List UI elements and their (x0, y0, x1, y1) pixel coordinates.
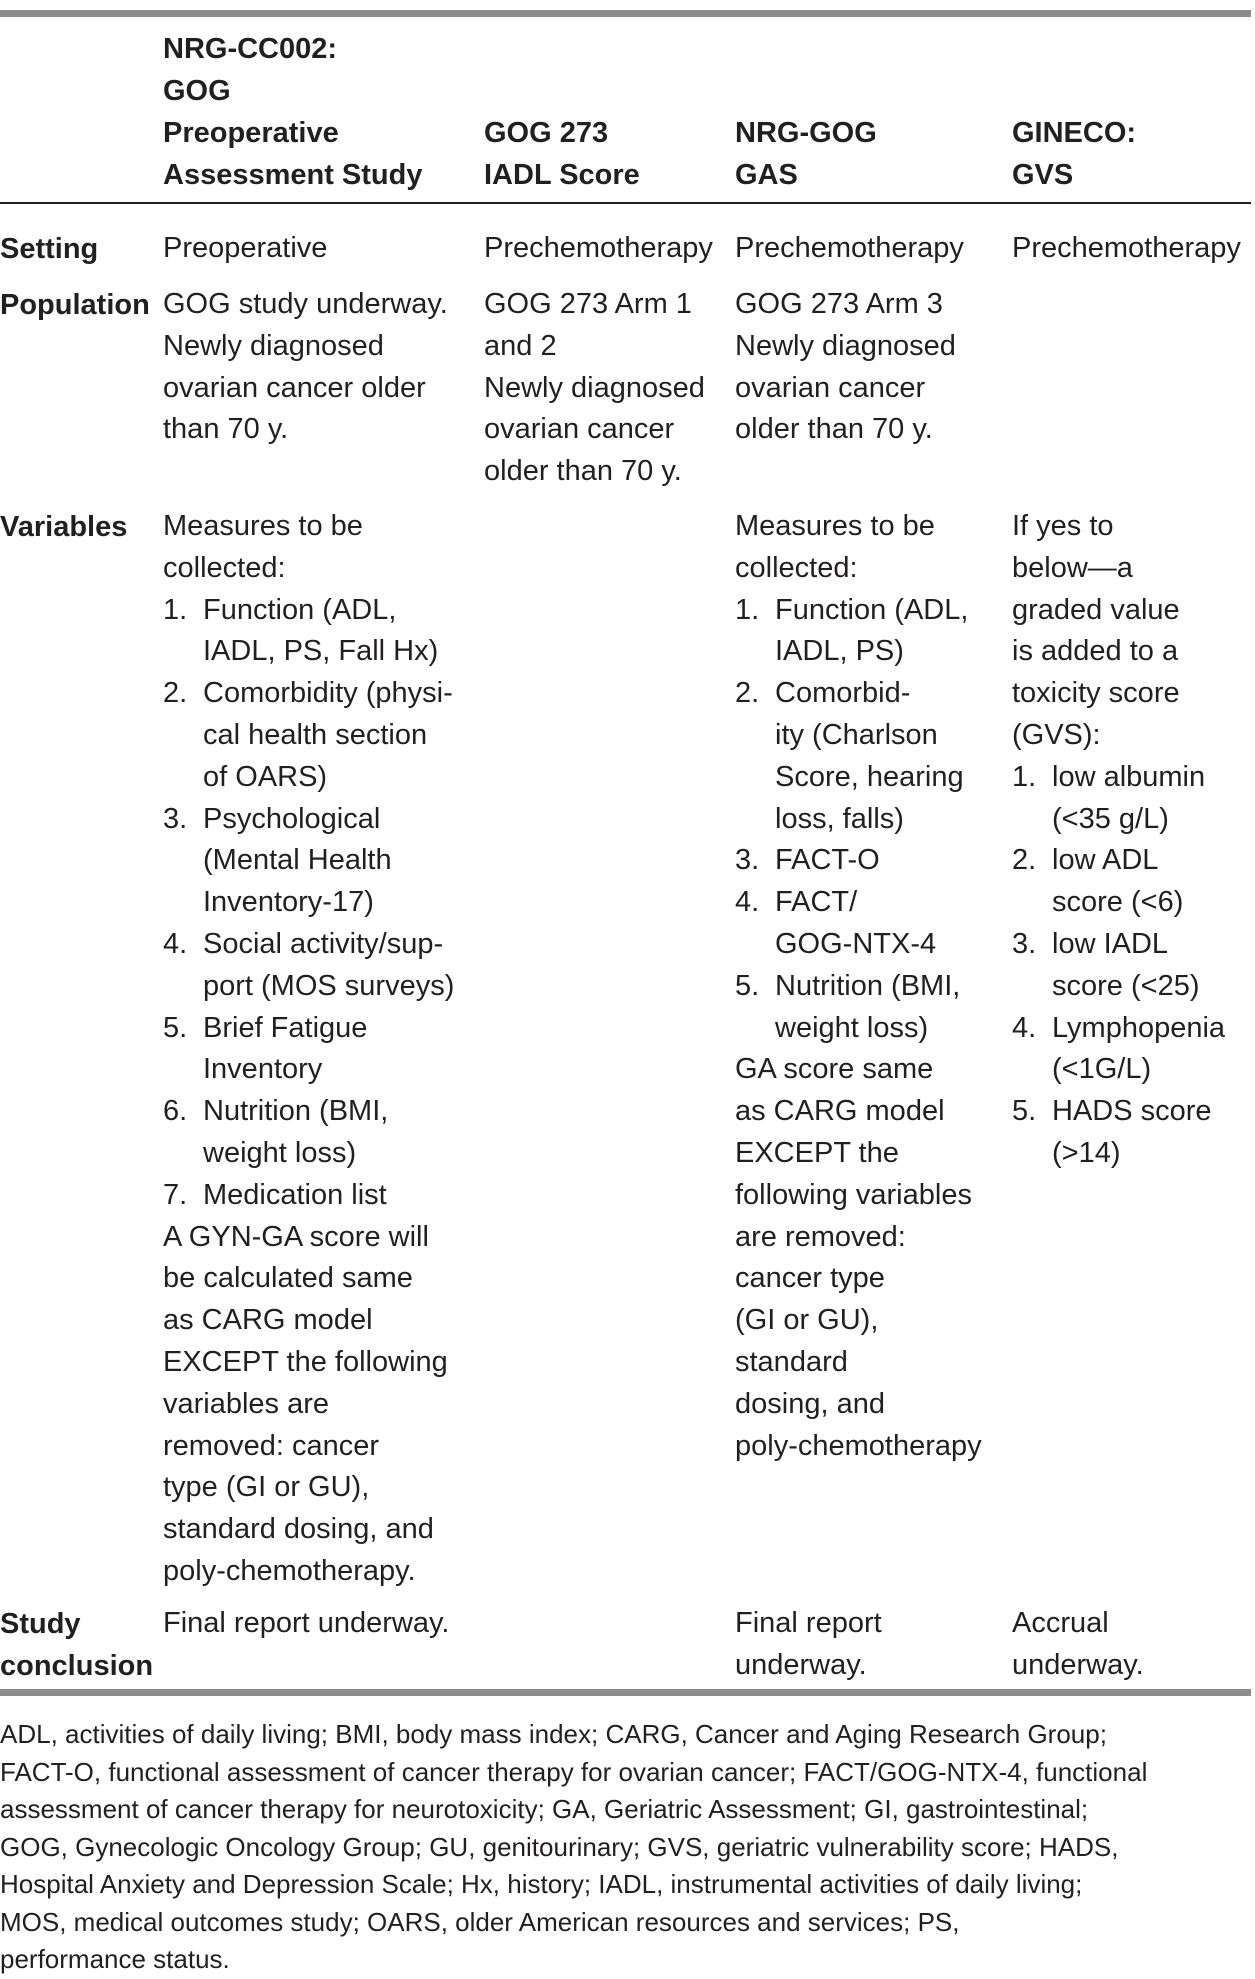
list-item: 3. low IADL score (<25) (1012, 927, 1200, 1002)
population-cell-col1: GOG study underway. Newly diagnosed ovarian cancer older than 70 y. (163, 288, 448, 446)
list-item: 2. Comorbidity (physi- cal health section of OARS) (163, 677, 453, 793)
setting-cell-col3: Prechemotherapy (735, 232, 964, 264)
list-item: 4. Lymphopenia (<1G/L) (1012, 1011, 1226, 1086)
list-item: 2. low ADL score (<6) (1012, 844, 1184, 919)
population-cell-col2: GOG 273 Arm 1 and 2 Newly diagnosed ovarian cancer older than 70 y. (484, 288, 705, 488)
setting-cell-col2: Prechemotherapy (484, 232, 713, 264)
setting-cell-col4: Prechemotherapy (1012, 232, 1241, 264)
list-item: 3. Psychological (Mental Health Inventory-17) (163, 802, 392, 919)
variables-cell-col4: If yes to below—a graded value is added to a toxicity score (GVS): 1. low albumin (<35 g/L) 2. low ADL score (<6) 3. low IADL score (<25) 4. Lymphopenia (<1G/L) 5. HADS score (>14) (1012, 506, 1225, 1175)
setting-cell-col1: Preoperative (163, 232, 328, 264)
list-item: 2. Comorbid- ity (Charlson Score, hearing loss, falls) (735, 677, 964, 835)
table-footnote: ADL, activities of daily living; BMI, body mass index; CARG, Cancer and Aging Research Group; FACT-O, functional assessment of cancer therapy for ovarian cancer; FACT/GOG-NTX-4, functional assessment of cancer therapy for neurotoxicity; GA, Geriatric Assessment; GI, gastrointestinal; GOG, Gynecologic Oncology Group; GU, genitourinary; GVS, geriatric vulnerability score; HADS, Hospital Anxiety and Depression Scale; Hx, history; IADL, instrumental activities of daily living; MOS, medical outcomes study; OARS, older American resources and services; PS, performance status. (0, 1719, 1148, 1974)
list-item: 6. Nutrition (BMI, weight loss) (163, 1095, 389, 1169)
conclusion-cell-col1: Final report underway. (163, 1607, 450, 1639)
list-item: 1. low albumin (<35 g/L) (1012, 760, 1206, 835)
list-item: 3. FACT-O (735, 844, 880, 877)
list-item: 1. Function (ADL, IADL, PS, Fall Hx) (163, 593, 439, 668)
column-header-gog-273: GOG 273 IADL Score (484, 117, 640, 191)
variables-cell-col3: Measures to be collected: 1. Function (ADL, IADL, PS) 2. Comorbid- ity (Charlson Score, hearing loss, falls) 3. FACT-O 4. FACT/ GOG-NTX-4 5. Nutrition (BMI, weight loss) GA score same as CARG model EXCEPT the following variables are removed: cancer type (GI or GU), standard dosing, and poly-chemotherapy (735, 510, 982, 1462)
list-item: 4. FACT/ GOG-NTX-4 (735, 886, 937, 960)
header-rule (0, 202, 1251, 204)
population-cell-col3: GOG 273 Arm 3 Newly diagnosed ovarian cancer older than 70 y. (735, 288, 956, 446)
bottom-rule (0, 1689, 1251, 1696)
top-rule (0, 10, 1251, 17)
list-item: 5. Nutrition (BMI, weight loss) (735, 969, 961, 1044)
list-item: 7. Medication list (163, 1178, 387, 1211)
variables-cell-col1: Measures to be collected: 1. Function (ADL, IADL, PS, Fall Hx) 2. Comorbidity (physi- cal health section of OARS) 3. Psychological (Mental Health Inventory-17) 4. Social activity/sup- port (MOS surveys) 5. Brief Fatigue Inventory 6. Nutrition (BMI, weight loss) 7. Medication list A GYN-GA score will be calculated same as CARG model EXCEPT the following variables are removed: cancer type (GI or GU), standard dosing, and poly-chemotherapy. (163, 510, 455, 1587)
column-header-nrg-cc002: NRG-CC002: GOG Preoperative Assessment Study (163, 33, 423, 191)
column-header-gineco-gvs: GINECO: GVS (1012, 117, 1137, 191)
row-label-setting: Setting (0, 233, 99, 265)
row-label-population: Population (0, 289, 150, 321)
conclusion-cell-col4: Accrual underway. (1012, 1607, 1144, 1681)
row-label-variables: Variables (0, 511, 128, 543)
list-item: 5. HADS score (>14) (1012, 1095, 1212, 1169)
row-label-study-conclusion: Study conclusion (0, 1608, 154, 1682)
list-item: 5. Brief Fatigue Inventory (163, 1011, 368, 1086)
conclusion-cell-col3: Final report underway. (735, 1607, 882, 1681)
column-header-nrg-gog-gas: NRG-GOG GAS (735, 117, 877, 191)
list-item: 1. Function (ADL, IADL, PS) (735, 593, 969, 668)
list-item: 4. Social activity/sup- port (MOS surveys) (163, 927, 455, 1002)
